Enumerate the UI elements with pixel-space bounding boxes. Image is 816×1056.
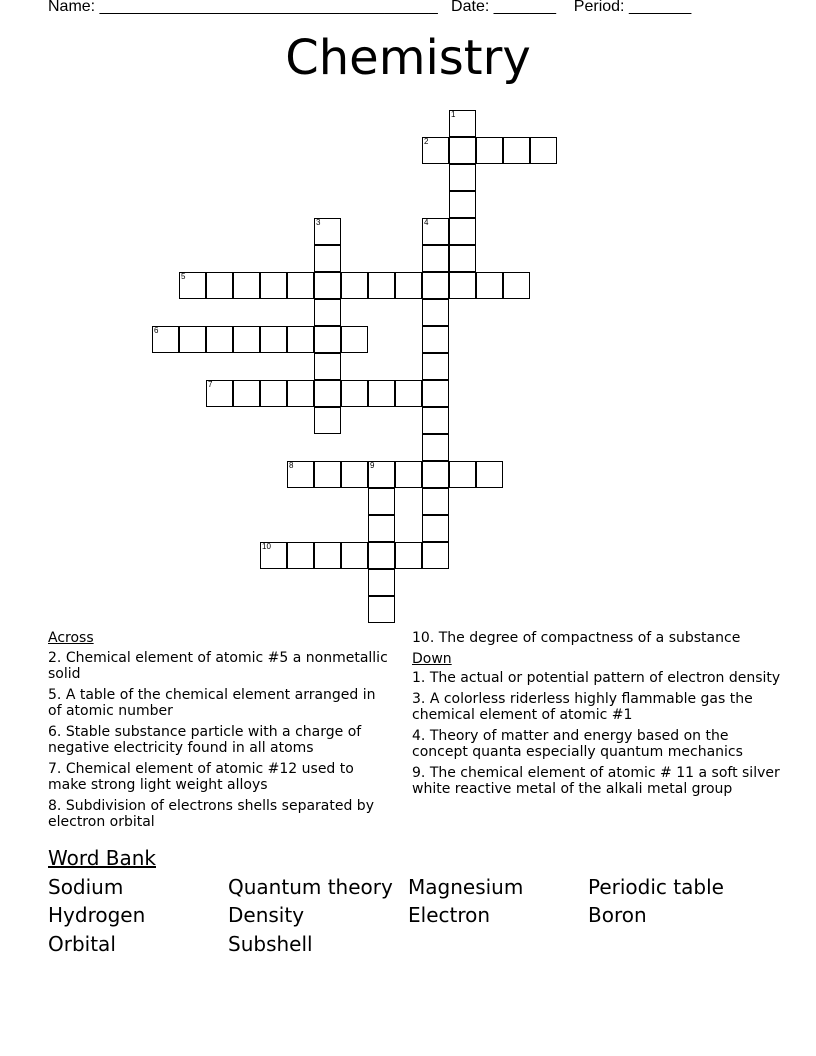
crossword-cell[interactable] [449,461,476,488]
word-bank-item: Subshell [228,932,313,956]
crossword-cell[interactable] [179,326,206,353]
crossword-cell[interactable] [314,272,341,299]
crossword-cell[interactable] [395,272,422,299]
word-bank-item: Boron [588,903,647,927]
crossword-cell[interactable] [449,272,476,299]
clue-number: 5 [181,272,186,281]
crossword-cell[interactable] [449,218,476,245]
crossword-cell[interactable] [314,542,341,569]
crossword-cell[interactable] [368,569,395,596]
down-heading: Down [412,650,452,667]
crossword-cell[interactable] [476,461,503,488]
clue-number: 10 [262,542,271,551]
crossword-cell[interactable] [287,326,314,353]
crossword-cell[interactable] [368,380,395,407]
crossword-cell[interactable] [287,461,314,488]
crossword-cell[interactable] [206,380,233,407]
clue-across-5: 5. A table of the chemical element arranged in of atomic number [48,686,376,719]
clue-across-7: 7. Chemical element of atomic #12 used to make strong light weight alloys [48,760,354,793]
crossword-cell[interactable] [449,191,476,218]
across-clues [48,630,393,835]
clue-down-4: 4. Theory of matter and energy based on the concept quanta especially quantum mechanics [412,727,743,760]
crossword-cell[interactable] [422,272,449,299]
crossword-cell[interactable] [341,542,368,569]
word-bank-item: Orbital [48,932,116,956]
word-bank-item: Magnesium [408,875,524,899]
crossword-cell[interactable] [368,461,395,488]
down-clues [412,630,782,802]
crossword-cell[interactable] [314,461,341,488]
crossword-cell[interactable] [530,137,557,164]
crossword-cell[interactable] [206,272,233,299]
crossword-cell[interactable] [341,461,368,488]
crossword-cell[interactable] [314,218,341,245]
crossword-cell[interactable] [341,380,368,407]
clue-number: 2 [424,137,429,146]
crossword-cell[interactable] [422,353,449,380]
crossword-cell[interactable] [368,272,395,299]
crossword-cell[interactable] [422,407,449,434]
crossword-cell[interactable] [395,380,422,407]
clue-across-10: 10. The degree of compactness of a substance [412,630,741,646]
crossword-cell[interactable] [233,380,260,407]
crossword-cell[interactable] [368,488,395,515]
clue-down-3: 3. A colorless riderless highly flammable gas the chemical element of atomic #1 [412,690,753,723]
crossword-cell[interactable] [314,380,341,407]
crossword-cell[interactable] [449,164,476,191]
crossword-cell[interactable] [422,515,449,542]
crossword-cell[interactable] [260,326,287,353]
crossword-cell[interactable] [233,272,260,299]
clue-down-1: 1. The actual or potential pattern of electron density [412,670,781,686]
crossword-cell[interactable] [314,245,341,272]
clue-number: 8 [289,461,294,470]
crossword-cell[interactable] [422,380,449,407]
crossword-cell[interactable] [449,110,476,137]
word-bank-item: Electron [408,903,491,927]
crossword-cell[interactable] [503,272,530,299]
crossword-cell[interactable] [422,218,449,245]
clue-number: 9 [370,461,375,470]
word-bank-title: Word Bank [48,846,156,870]
crossword-cell[interactable] [422,488,449,515]
word-bank-item: Hydrogen [48,903,146,927]
crossword-cell[interactable] [476,272,503,299]
word-bank-item: Quantum theory [228,875,393,899]
across-heading: Across [48,630,94,646]
crossword-cell[interactable] [449,245,476,272]
crossword-cell[interactable] [314,326,341,353]
crossword-cell[interactable] [314,299,341,326]
crossword-cell[interactable] [422,542,449,569]
crossword-cell[interactable] [206,326,233,353]
crossword-cell[interactable] [422,137,449,164]
clue-number: 7 [208,380,213,389]
crossword-cell[interactable] [368,596,395,623]
crossword-cell[interactable] [449,137,476,164]
crossword-cell[interactable] [179,272,206,299]
clue-across-6: 6. Stable substance particle with a charge of negative electricity found in all atoms [48,723,362,756]
word-bank-item: Sodium [48,875,124,899]
crossword-cell[interactable] [395,542,422,569]
crossword-cell[interactable] [422,326,449,353]
crossword-cell[interactable] [368,515,395,542]
crossword-cell[interactable] [260,542,287,569]
clue-number: 3 [316,218,321,227]
crossword-cell[interactable] [341,326,368,353]
word-bank-item: Density [228,903,305,927]
crossword-cell[interactable] [395,461,422,488]
crossword-cell[interactable] [422,245,449,272]
crossword-cell[interactable] [422,461,449,488]
crossword-cell[interactable] [260,272,287,299]
clue-across-8: 8. Subdivision of electrons shells separated by electron orbital [48,797,374,830]
crossword-cell[interactable] [422,434,449,461]
header-fields: Name: ______________________________________ Date: _______ Period: _______ [48,0,692,15]
crossword-cell[interactable] [287,380,314,407]
crossword-cell[interactable] [422,299,449,326]
crossword-cell[interactable] [314,353,341,380]
clue-across-2: 2. Chemical element of atomic #5 a nonmetallic solid [48,649,388,682]
clue-number: 4 [424,218,429,227]
crossword-cell[interactable] [287,272,314,299]
page-title: Chemistry [285,30,531,86]
crossword-cell[interactable] [314,407,341,434]
word-bank-item: Periodic table [588,875,724,899]
crossword-cell[interactable] [341,272,368,299]
crossword-cell[interactable] [476,137,503,164]
clue-number: 6 [154,326,159,335]
crossword-cell[interactable] [260,380,287,407]
crossword-cell[interactable] [368,542,395,569]
clue-down-9: 9. The chemical element of atomic # 11 a soft silver white reactive metal of the alkali metal group [412,764,780,797]
crossword-cell[interactable] [152,326,179,353]
crossword-cell[interactable] [503,137,530,164]
crossword-cell[interactable] [233,326,260,353]
crossword-cell[interactable] [287,542,314,569]
clue-number: 1 [451,110,456,119]
